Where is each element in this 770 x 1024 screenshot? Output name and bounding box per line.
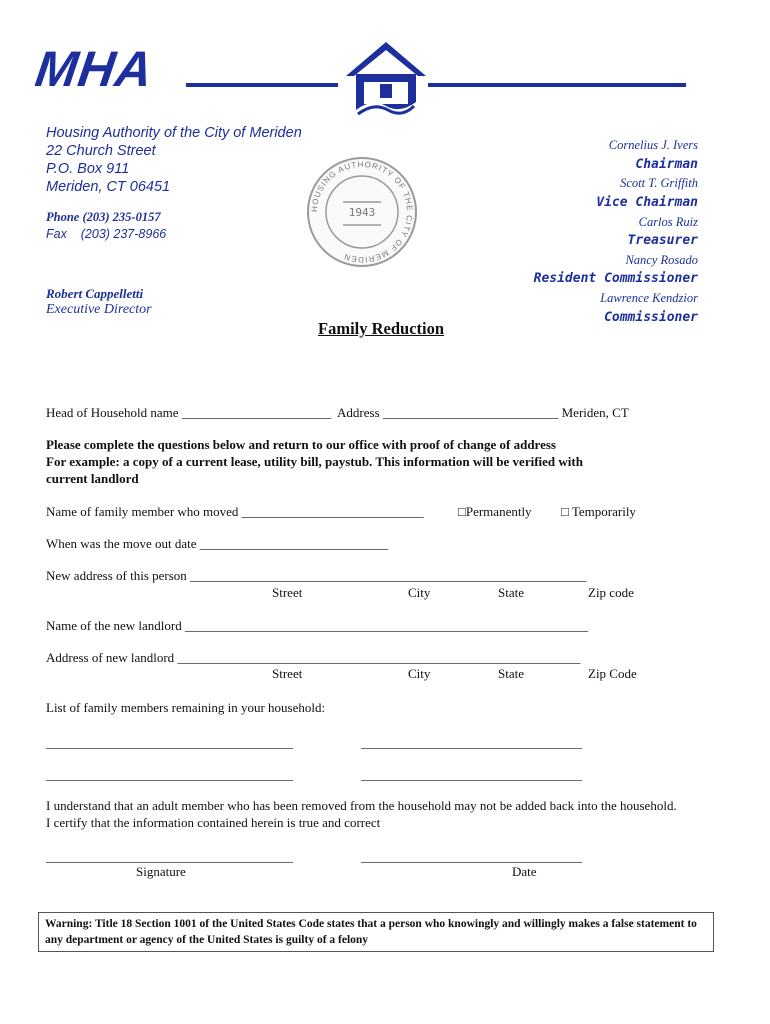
signature-label: Signature xyxy=(136,864,186,879)
house-logo-icon xyxy=(342,40,430,122)
po-box: P.O. Box 911 xyxy=(46,161,130,177)
city-label: City xyxy=(408,585,431,600)
board-member-title: Commissioner xyxy=(604,310,698,325)
board-member-name: Lawrence Kendzior xyxy=(600,291,698,305)
state-label: State xyxy=(498,666,524,681)
instructions-line: For example: a copy of a current lease, utility bill, paystub. This information will be verified with xyxy=(46,454,583,469)
date-label: Date xyxy=(512,864,537,879)
zip-label: Zip code xyxy=(588,585,634,600)
form-title: Family Reduction xyxy=(318,319,445,338)
seal-year: 1943 xyxy=(348,206,376,219)
phone-number: Phone (203) 235-0157 xyxy=(46,210,161,224)
board-member-name: Scott T. Griffith xyxy=(620,176,698,190)
permanently-checkbox[interactable]: □Permanently xyxy=(458,504,532,519)
board-member-name: Nancy Rosado xyxy=(625,253,698,267)
remaining-member-field[interactable]: ______________________________________ xyxy=(46,735,293,750)
signature-field[interactable]: ______________________________________ xyxy=(46,849,293,864)
director-name: Robert Cappelletti xyxy=(46,286,144,301)
logo-rule-right xyxy=(428,83,686,87)
remaining-members-label: List of family members remaining in your household: xyxy=(46,700,326,715)
certify-statement: I certify that the information contained herein is true and correct xyxy=(46,815,381,830)
temporarily-checkbox[interactable]: □ Temporarily xyxy=(561,504,636,519)
board-member-title: Chairman xyxy=(635,157,698,172)
board-member-name: Carlos Ruiz xyxy=(638,215,698,229)
new-landlord-field[interactable]: Name of the new landlord ______________________________________________________________ xyxy=(46,618,588,633)
board-member-title: Vice Chairman xyxy=(596,195,698,210)
instructions-line: current landlord xyxy=(46,471,139,486)
remaining-member-field[interactable]: __________________________________ xyxy=(361,735,582,750)
remaining-member-field[interactable]: ______________________________________ xyxy=(46,767,293,782)
state-label: State xyxy=(498,585,524,600)
instructions-line: Please complete the questions below and return to our office with proof of change of address xyxy=(46,437,556,452)
member-moved-field[interactable]: Name of family member who moved ____________________________ xyxy=(46,504,424,519)
board-member-title: Treasurer xyxy=(627,233,698,248)
fax-line xyxy=(46,227,166,241)
seal-ring-text: HOUSING AUTHORITY OF THE CITY OF MERIDEN xyxy=(309,159,415,265)
street-address: 22 Church Street xyxy=(46,143,156,159)
city-label: City xyxy=(408,666,431,681)
org-name: Housing Authority of the City of Meriden xyxy=(46,125,302,141)
fax-label: Fax xyxy=(46,227,67,241)
board-member-name: Cornelius J. Ivers xyxy=(608,138,698,152)
head-of-household-field[interactable]: Head of Household name _______________________ Address ___________________________ Meriden, CT xyxy=(46,405,629,420)
director-title: Executive Director xyxy=(46,302,152,317)
street-label: Street xyxy=(272,666,303,681)
street-label: Street xyxy=(272,585,303,600)
authority-seal-icon xyxy=(305,155,419,269)
landlord-address-field[interactable]: Address of new landlord ______________________________________________________________ xyxy=(46,650,581,665)
new-address-field[interactable]: New address of this person _____________________________________________________________ xyxy=(46,568,587,583)
logo-rule-left xyxy=(186,83,338,87)
remaining-member-field[interactable]: __________________________________ xyxy=(361,767,582,782)
date-field[interactable]: __________________________________ xyxy=(361,849,582,864)
city-state-zip: Meriden, CT 06451 xyxy=(46,179,171,195)
understand-statement: I understand that an adult member who has been removed from the household may not be added back into the household. xyxy=(46,798,677,813)
board-member-title: Resident Commissioner xyxy=(533,271,698,286)
warning-box: Warning: Title 18 Section 1001 of the United States Code states that a person who knowingly and willingly makes a false statement to any department or agency of the United States is guilty of a felony xyxy=(38,912,714,952)
mha-logo-text: MHA xyxy=(32,41,157,97)
fax-number: (203) 237-8966 xyxy=(80,227,167,241)
zip-label: Zip Code xyxy=(588,666,637,681)
move-out-date-field[interactable]: When was the move out date _____________________________ xyxy=(46,536,389,551)
